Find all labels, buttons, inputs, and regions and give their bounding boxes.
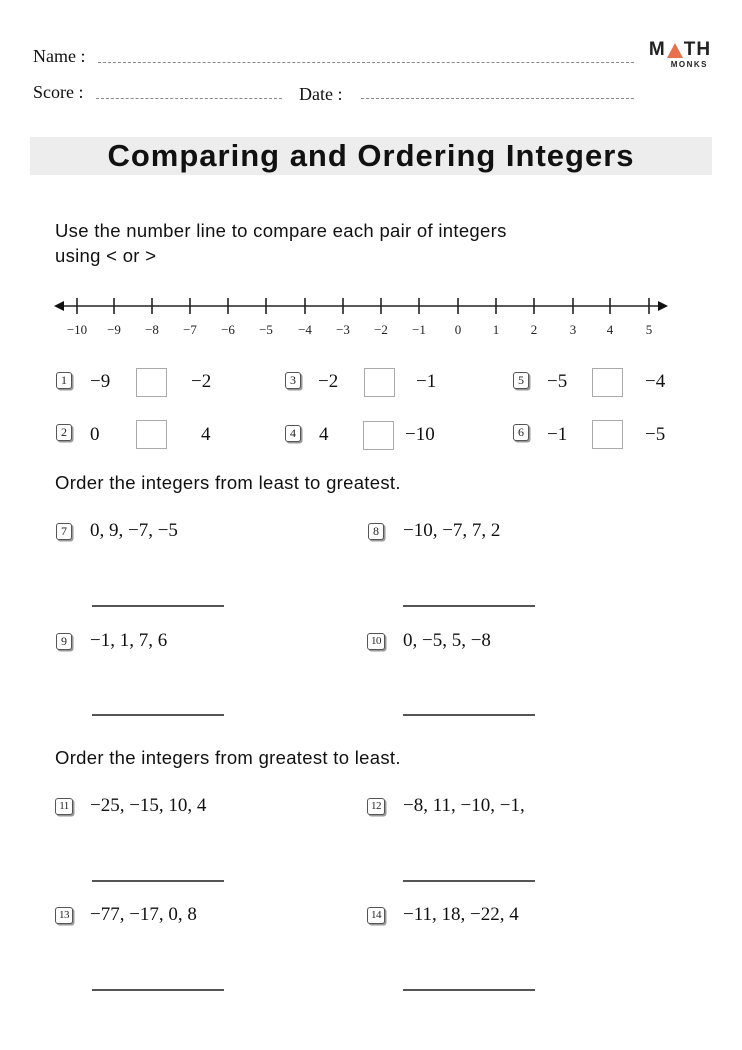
number-line [50,292,680,320]
number-line-label: −4 [298,322,312,337]
compare-left-value: −1 [547,424,568,445]
name-input-line[interactable] [98,62,634,63]
number-line-label: 0 [454,322,462,337]
compare-right-value: 4 [201,424,211,445]
integer-sequence: −8, 11, −10, −1, [403,795,525,816]
number-line-label: −7 [183,322,197,337]
name-label: Name : [33,46,86,66]
question-number: 3 [285,372,301,389]
compare-right-value: −5 [645,424,666,445]
answer-line[interactable] [403,605,535,607]
number-line-label: −10 [66,322,88,337]
question-number: 10 [367,633,385,650]
compare-answer-box[interactable] [592,368,623,397]
number-line-label: 4 [606,322,614,337]
integer-sequence: −77, −17, 0, 8 [90,904,197,925]
answer-line[interactable] [403,714,535,716]
question-number: 1 [56,372,72,389]
answer-line[interactable] [92,605,224,607]
compare-right-value: −1 [416,371,437,392]
compare-right-value: −4 [645,371,666,392]
number-line-label: −6 [221,322,235,337]
math-monks-logo [650,40,710,69]
answer-line[interactable] [403,989,535,991]
section2-instruction: Order the integers from least to greatest. [55,472,401,493]
compare-answer-box[interactable] [363,421,394,450]
integer-sequence: 0, 9, −7, −5 [90,520,178,541]
integer-sequence: −11, 18, −22, 4 [403,904,519,925]
question-number: 4 [285,425,301,442]
compare-left-value: −2 [318,371,339,392]
score-input-line[interactable] [96,98,282,99]
logo-subtext: MONKS [670,60,708,69]
compare-right-value: −2 [191,371,212,392]
question-number: 5 [513,372,529,389]
compare-answer-box[interactable] [364,368,395,397]
number-line-label: 3 [569,322,577,337]
integer-sequence: −10, −7, 7, 2 [403,520,501,541]
date-label: Date : [299,84,343,104]
number-line-label: −9 [107,322,121,337]
integer-sequence: −25, −15, 10, 4 [90,795,207,816]
page-title: Comparing and Ordering Integers [107,138,635,173]
compare-left-value: −9 [90,371,111,392]
number-line-label: 2 [530,322,538,337]
logo-triangle-icon [667,43,683,58]
integer-sequence: 0, −5, 5, −8 [403,630,491,651]
answer-line[interactable] [403,880,535,882]
integer-sequence: −1, 1, 7, 6 [90,630,168,651]
section3-instruction: Order the integers from greatest to least. [55,747,401,768]
logo-text-right: TH [683,39,712,60]
section1-instruction-line2: using < or > [55,245,157,266]
question-number: 8 [368,523,384,540]
section1-instruction-line1: Use the number line to compare each pair of integers [55,220,507,241]
question-number: 12 [367,798,385,815]
number-line-label: −2 [374,322,388,337]
number-line-label: 1 [492,322,500,337]
number-line-label: −3 [336,322,350,337]
question-number: 6 [513,424,529,441]
number-line-label: −8 [145,322,159,337]
question-number: 13 [55,907,73,924]
right-arrow-icon [658,301,668,311]
question-number: 14 [367,907,385,924]
question-number: 11 [55,798,73,815]
title-band [30,137,712,175]
answer-line[interactable] [92,880,224,882]
compare-left-value: 0 [90,424,100,445]
compare-answer-box[interactable] [592,420,623,449]
left-arrow-icon [54,301,64,311]
date-input-line[interactable] [361,98,634,99]
compare-answer-box[interactable] [136,368,167,397]
score-label: Score : [33,82,84,102]
question-number: 9 [56,633,72,650]
number-line-label: 5 [645,322,653,337]
compare-left-value: −5 [547,371,568,392]
question-number: 2 [56,424,72,441]
number-line-label: −5 [259,322,273,337]
compare-right-value: −10 [405,424,435,445]
logo-text-left: M [648,39,666,60]
number-line-label: −1 [412,322,426,337]
compare-answer-box[interactable] [136,420,167,449]
answer-line[interactable] [92,714,224,716]
compare-left-value: 4 [319,424,329,445]
answer-line[interactable] [92,989,224,991]
question-number: 7 [56,523,72,540]
